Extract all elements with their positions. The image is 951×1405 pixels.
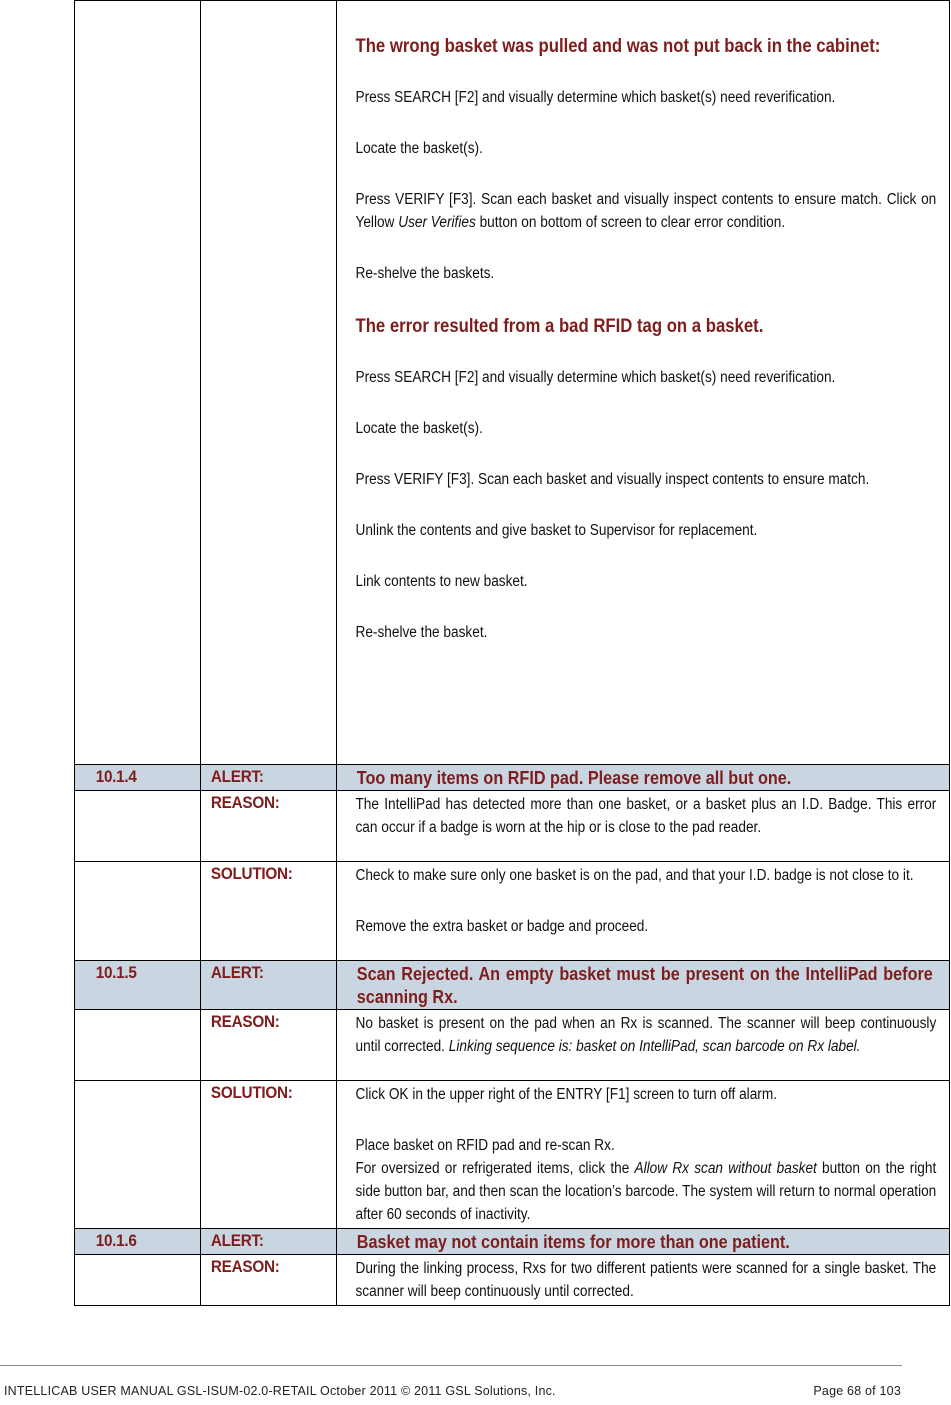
solution-label: SOLUTION: [211, 864, 293, 883]
alert-number: 10.1.5 [95, 963, 137, 982]
alert-label: ALERT: [211, 767, 264, 786]
step-text: Unlink the contents and give basket to Supervisor for replacement. [355, 522, 758, 539]
step-text: Re-shelve the basket. [355, 624, 488, 641]
solution-text: Click OK in the upper right of the ENTRY [F1] screen to turn off alarm. [355, 1086, 778, 1103]
solution-text: For oversized or refrigerated items, click the Allow Rx scan without basket button on the right side button bar, and then scan the location’s barcode. The system will return to normal operation after 60 seconds of inactivity. [355, 1160, 937, 1223]
alert-label: ALERT: [211, 1231, 264, 1250]
alert-message: Too many items on RFID pad. Please remove all but one. [357, 768, 792, 788]
step-text: Press SEARCH [F2] and visually determine which basket(s) need reverification. [355, 369, 836, 386]
alert-row [75, 1229, 950, 1255]
user-verifies-term: User Verifies [398, 214, 477, 231]
step-text: Link contents to new basket. [355, 573, 528, 590]
alert-row [75, 961, 950, 1010]
alert-message: Basket may not contain items for more than one patient. [357, 1232, 791, 1252]
reason-label: REASON: [211, 1257, 280, 1276]
footer-title: INTELLICAB USER MANUAL GSL-ISUM-02.0-RETAIL October 2011 © 2011 GSL Solutions, Inc. [4, 1384, 556, 1398]
alert-number: 10.1.6 [95, 1231, 137, 1250]
section-heading: The wrong basket was pulled and was not put back in the cabinet: [355, 36, 881, 57]
reason-italic: Linking sequence is: basket on IntelliPad, scan barcode on Rx label. [449, 1038, 861, 1055]
solution-row [75, 1081, 950, 1229]
solution-text: Remove the extra basket or badge and proceed. [355, 918, 649, 935]
allow-rx-term: Allow Rx scan without basket [634, 1160, 818, 1177]
alert-message: Scan Rejected. An empty basket must be present on the IntelliPad before scanning Rx. [357, 964, 934, 1007]
empty-cell [201, 1, 337, 765]
reason-label: REASON: [211, 1012, 280, 1031]
reason-text: No basket is present on the pad when an Rx is scanned. The scanner will beep continuously until corrected. Linking sequence is: basket on IntelliPad, scan barcode on Rx label. [355, 1015, 937, 1055]
section-heading: The error resulted from a bad RFID tag on a basket. [355, 316, 764, 337]
step-text: Press SEARCH [F2] and visually determine which basket(s) need reverification. [355, 89, 836, 106]
continuation-row [75, 1, 950, 765]
solution-row [75, 862, 950, 961]
footer-divider [0, 1365, 902, 1366]
reason-text: The IntelliPad has detected more than one basket, or a basket plus an I.D. Badge. This error can occur if a badge is worn at the hip or is close to the pad reader. [355, 796, 937, 836]
reason-row [75, 1255, 950, 1306]
alert-table [74, 0, 950, 1306]
step-text: Locate the basket(s). [355, 420, 484, 437]
solution-text: Place basket on RFID pad and re-scan Rx. [355, 1137, 616, 1154]
reason-label: REASON: [211, 793, 280, 812]
step-text: Locate the basket(s). [355, 140, 484, 157]
solution-text: Check to make sure only one basket is on the pad, and that your I.D. badge is not close to it. [355, 867, 914, 884]
step-text: Press VERIFY [F3]. Scan each basket and visually inspect contents to ensure match. [355, 471, 870, 488]
step-text: Re-shelve the baskets. [355, 265, 495, 282]
empty-cell [75, 1, 201, 765]
reason-row [75, 791, 950, 862]
alert-number: 10.1.4 [95, 767, 137, 786]
continuation-content [337, 1, 950, 765]
alert-row [75, 765, 950, 791]
alert-label: ALERT: [211, 963, 264, 982]
step-text: Press VERIFY [F3]. Scan each basket and visually inspect contents to ensure match. Click on Yellow User Verifies button on bottom of screen to clear error condition. [355, 191, 937, 231]
reason-text: During the linking process, Rxs for two different patients were scanned for a single basket. The scanner will beep continuously until corrected. [355, 1260, 937, 1300]
page-footer [4, 1384, 901, 1398]
solution-label: SOLUTION: [211, 1083, 293, 1102]
reason-row [75, 1010, 950, 1081]
page-number: Page 68 of 103 [813, 1384, 901, 1398]
